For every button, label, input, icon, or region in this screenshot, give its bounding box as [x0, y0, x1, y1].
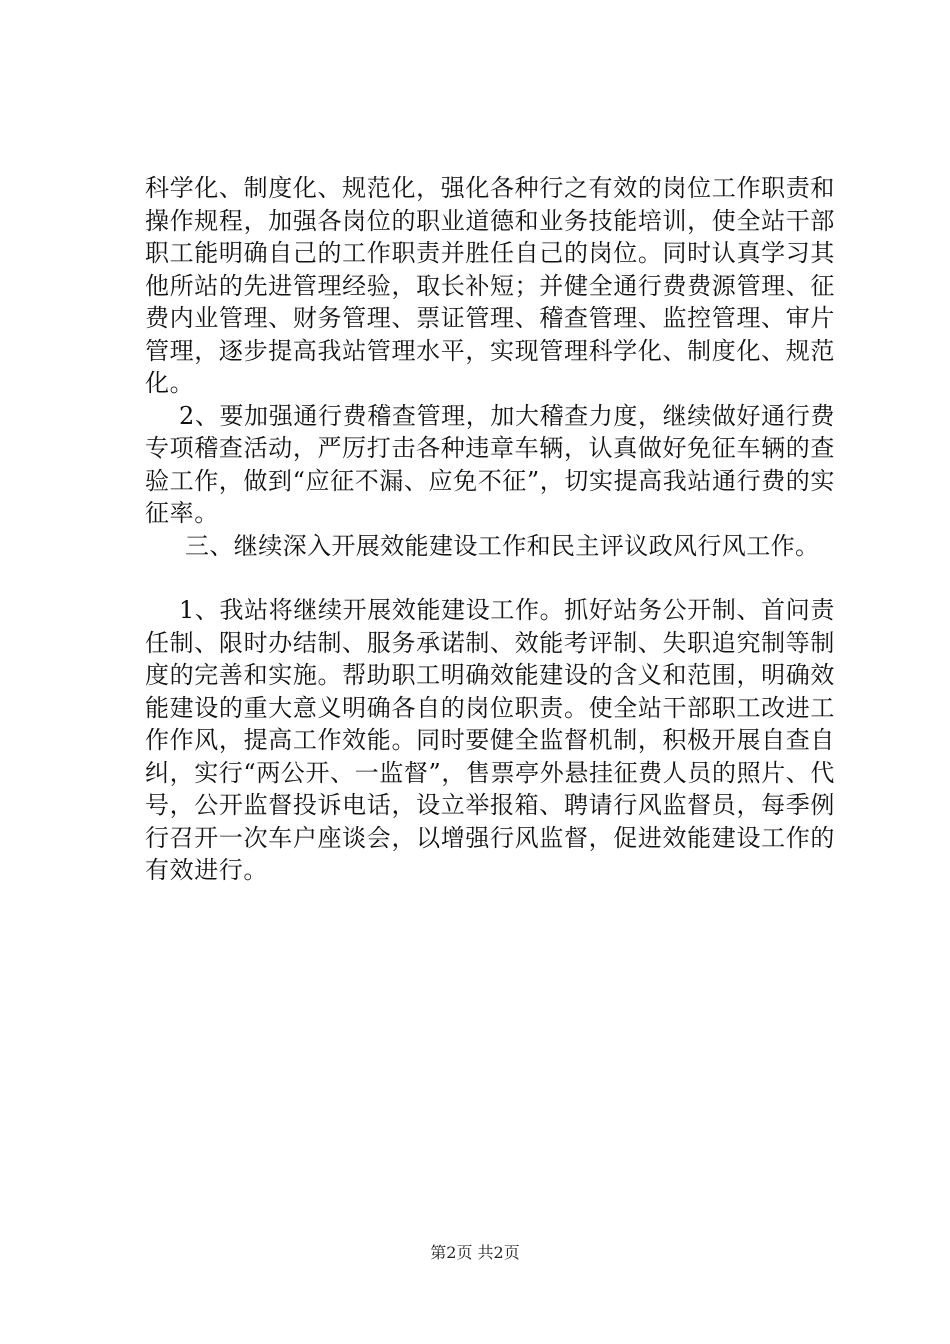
page-footer: 第2页 共2页: [430, 1243, 520, 1262]
paragraph-toll-inspection: 2、要加强通行费稽查管理，加大稽查力度，继续做好通行费专项稽查活动，严厉打击各种违章车辆，认真做好免征车辆的查验工作，做到“应征不漏、应免不征”，切实提高我站通行费的实征率。: [145, 401, 835, 527]
blank-line: [145, 562, 835, 594]
paragraph-efficiency-building: 1、我站将继续开展效能建设工作。抓好站务公开制、首问责任制、限时办结制、服务承诺制、效能考评制、失职追究制等制度的完善和实施。帮助职工明确效能建设的含义和范围，明确效能建设的重大意义明确各自的岗位职责。使全站干部职工改进工作作风，提高工作效能。同时要健全监督机制，积极开展自查自纠，实行“两公开、一监督”，售票亭外悬挂征费人员的照片、代号，公开监督投诉电话，设立举报箱、聘请行风监督员，每季例行召开一次车户座谈会，以增强行风监督，促进效能建设工作的有效进行。: [145, 596, 835, 884]
paragraph-management-continued: 科学化、制度化、规范化，强化各种行之有效的岗位工作职责和操作规程，加强各岗位的职业道德和业务技能培训，使全站干部职工能明确自己的工作职责并胜任自己的岗位。同时认真学习其他所站的先进管理经验，取长补短；并健全通行费费源管理、征费内业管理、财务管理、票证管理、稽查管理、监控管理、审片管理，逐步提高我站管理水平，实现管理科学化、制度化、规范化。: [145, 174, 835, 397]
section-heading-efficiency: 三、继续深入开展效能建设工作和民主评议政风行风工作。: [185, 531, 820, 560]
document-body: [145, 172, 835, 887]
